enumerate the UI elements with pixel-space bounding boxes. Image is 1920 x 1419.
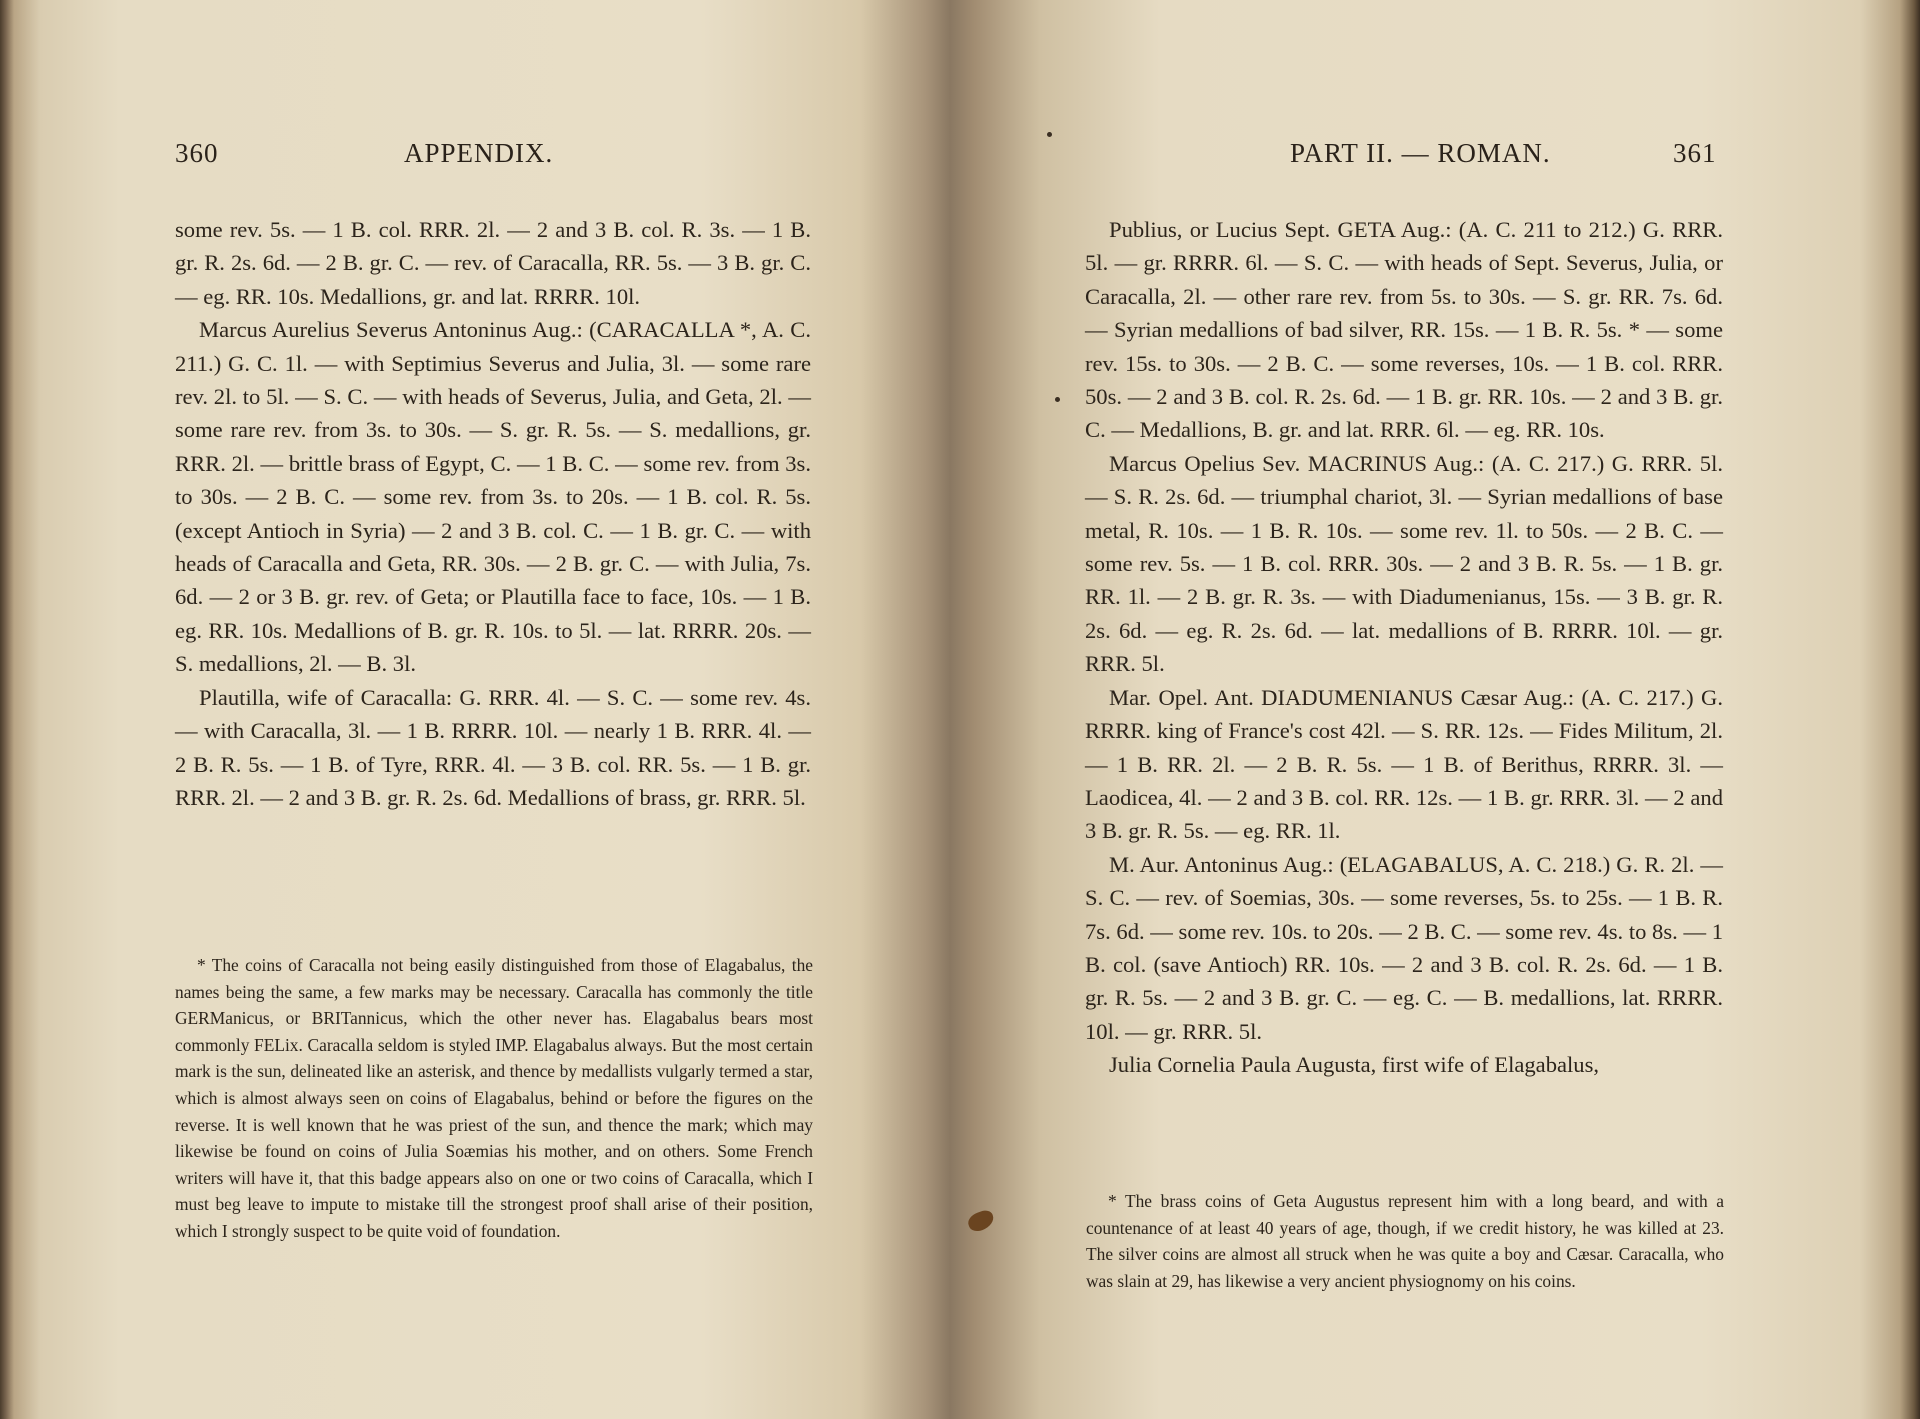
left-page-number: 360 xyxy=(175,138,219,168)
left-footnote xyxy=(175,952,813,1245)
right-running-head: PART II. — ROMAN. xyxy=(1290,138,1551,168)
left-body-text xyxy=(175,213,811,814)
right-footnote xyxy=(1086,1188,1724,1294)
speck-mark xyxy=(1055,397,1060,402)
right-paragraph-4: M. Aur. Antoninus Aug.: (ELAGABALUS, A. C. 218.) G. R. 2l. — S. C. — rev. of Soemias, 30s. — some reverses, 5s. to 25s. — 1 B. R. 7s. 6d. — some rev. 10s. to 20s. — 2 B. C. — some rev. 4s. to 8s. — 1 B. col. (save Antioch) RR. 10s. — 2 and 3 B. col. R. 2s. 6d. — 1 B. gr. R. 5s. — 2 and 3 B. gr. C. — eg. C. — B. medallions, lat. RRRR. 10l. — gr. RRR. 5l. xyxy=(1085,851,1723,1044)
right-footnote-text: * The brass coins of Geta Augustus represent him with a long beard, and with a countenance of at least 40 years of age, though, if we credit history, he was killed at 23. The silver coins are almost all struck when he was quite a boy and Cæsar. Caracalla, who was slain at 29, has likewise a very ancient physiognomy on his coins. xyxy=(1086,1191,1724,1291)
right-page-number: 361 xyxy=(1673,138,1717,168)
left-page xyxy=(0,0,950,1419)
left-footnote-text: * The coins of Caracalla not being easily distinguished from those of Elagabalus, the names being the same, a few marks may be necessary. Caracalla has commonly the title GERManicus, or BRITannicus, which the other never has. Elagabalus bears most commonly FELix. Caracalla seldom is styled IMP. Elagabalus always. But the most certain mark is the sun, delineated like an asterisk, and thence by medallists vulgarly termed a star, which is almost always seen on coins of Elagabalus, behind or before the figures on the reverse. It is well known that he was priest of the sun, and thence the mark; which may likewise be found on coins of Julia Soæmias his mother, and on others. Some French writers will have it, that this badge appears also on one or two coins of Caracalla, which I must beg leave to impute to mistake till the strongest proof shall arise of their position, which I strongly suspect to be quite void of foundation. xyxy=(175,955,813,1241)
left-paragraph-3: Plautilla, wife of Caracalla: G. RRR. 4l. — S. C. — some rev. 4s. — with Caracalla, 3l. — 1 B. RRRR. 10l. — nearly 1 B. RRR. 4l. — 2 B. R. 5s. — 1 B. of Tyre, RRR. 4l. — 3 B. col. RR. 5s. — 1 B. gr. RRR. 2l. — 2 and 3 B. gr. R. 2s. 6d. Medallions of brass, gr. RRR. 5l. xyxy=(175,684,811,810)
right-paragraph-5: Julia Cornelia Paula Augusta, first wife of Elagabalus, xyxy=(1109,1052,1600,1078)
speck-mark xyxy=(1047,132,1052,137)
left-running-head: APPENDIX. xyxy=(404,138,554,168)
left-paragraph-1: some rev. 5s. — 1 B. col. RRR. 2l. — 2 and 3 B. col. R. 3s. — 1 B. gr. R. 2s. 6d. — 2 B. gr. C. — rev. of Caracalla, RR. 5s. — 3 B. gr. C. — eg. RR. 10s. Medallions, gr. and lat. RRRR. 10l. xyxy=(175,217,811,309)
right-paragraph-2: Marcus Opelius Sev. MACRINUS Aug.: (A. C. 217.) G. RRR. 5l. — S. R. 2s. 6d. — triumphal chariot, 3l. — Syrian medallions of base metal, R. 10s. — 1 B. R. 10s. — some rev. 1l. to 50s. — 2 B. C. — some rev. 5s. — 1 B. col. RRR. 30s. — 2 and 3 B. R. 5s. — 1 B. gr. RR. 1l. — 2 B. gr. R. 3s. — with Diadumenianus, 15s. — 3 B. gr. R. 2s. 6d. — eg. R. 2s. 6d. — lat. medallions of B. RRRR. 10l. — gr. RRR. 5l. xyxy=(1085,450,1723,677)
right-paragraph-1: Publius, or Lucius Sept. GETA Aug.: (A. C. 211 to 212.) G. RRR. 5l. — gr. RRRR. 6l. — S. C. — with heads of Sept. Severus, Julia, or Caracalla, 2l. — other rare rev. from 5s. to 30s. — S. gr. RR. 7s. 6d. — Syrian medallions of bad silver, RR. 15s. — 1 B. R. 5s. * — some rev. 15s. to 30s. — 2 B. C. — some reverses, 10s. — 1 B. col. RRR. 50s. — 2 and 3 B. col. R. 2s. 6d. — 1 B. gr. RR. 10s. — 2 and 3 B. gr. C. — Medallions, B. gr. and lat. RRR. 6l. — eg. RR. 10s. xyxy=(1085,217,1723,443)
right-page xyxy=(960,0,1920,1419)
left-paragraph-2: Marcus Aurelius Severus Antoninus Aug.: (CARACALLA *, A. C. 211.) G. C. 1l. — with Septimius Severus and Julia, 3l. — some rare rev. 2l. to 5l. — S. C. — with heads of Severus, Julia, and Geta, 2l. — some rare rev. from 3s. to 30s. — S. gr. R. 5s. — S. medallions, gr. RRR. 2l. — brittle brass of Egypt, C. — 1 B. C. — some rev. from 3s. to 30s. — 2 B. C. — some rev. from 3s. to 20s. — 1 B. col. R. 5s. (except Antioch in Syria) — 2 and 3 B. col. C. — 1 B. gr. C. — with heads of Caracalla and Geta, RR. 30s. — 2 B. gr. C. — with Julia, 7s. 6d. — 2 or 3 B. gr. rev. of Geta; or Plautilla face to face, 10s. — 1 B. eg. RR. 10s. Medallions of B. gr. R. 10s. to 5l. — lat. RRRR. 20s. — S. medallions, 2l. — B. 3l. xyxy=(175,317,811,677)
right-body-text xyxy=(1085,213,1723,1082)
right-paragraph-3: Mar. Opel. Ant. DIADUMENIANUS Cæsar Aug.: (A. C. 217.) G. RRRR. king of France's cost 42l. — S. RR. 12s. — Fides Militum, 2l. — 1 B. RR. 2l. — 2 B. R. 5s. — 1 B. of Berithus, RRRR. 3l. — Laodicea, 4l. — 2 and 3 B. col. RR. 12s. — 1 B. gr. RRR. 3l. — 2 and 3 B. gr. R. 5s. — eg. RR. 1l. xyxy=(1085,684,1723,844)
